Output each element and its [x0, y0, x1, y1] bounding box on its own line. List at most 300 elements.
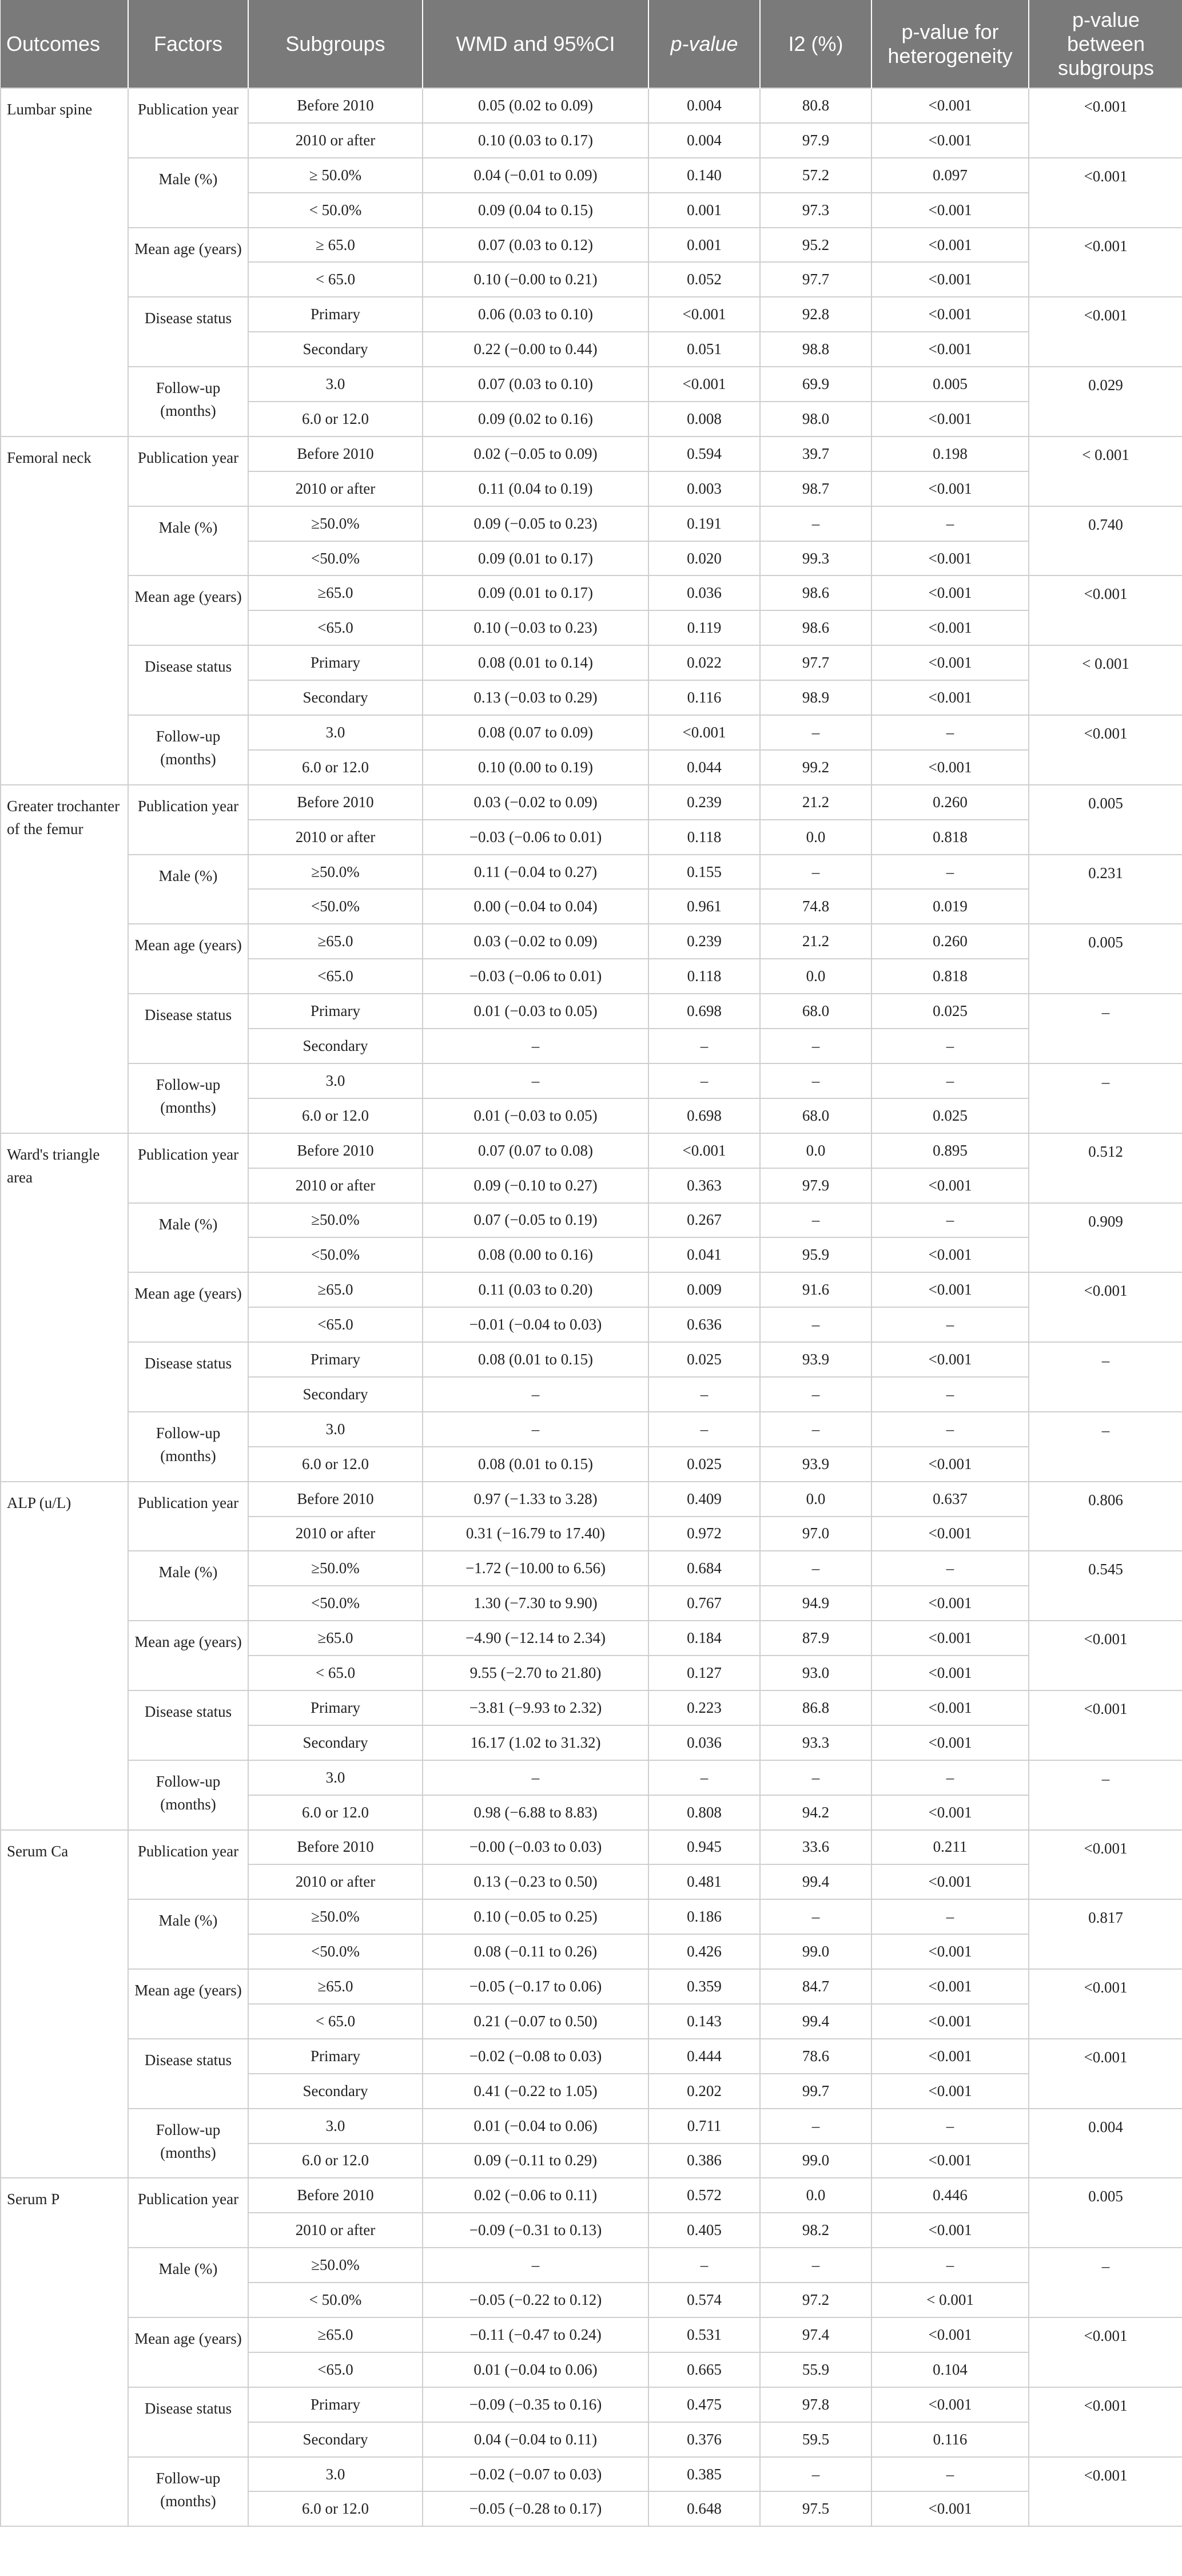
heterogeneity-cell: <0.001 — [871, 1795, 1029, 1830]
header-p-heterogeneity: p-value for heterogeneity — [871, 0, 1029, 88]
i2-cell: 0.0 — [760, 1482, 871, 1517]
header-p-value — [648, 0, 760, 88]
wmd-cell: 1.30 (−7.30 to 9.90) — [423, 1586, 648, 1621]
between-subgroups-cell: 0.004 — [1029, 2109, 1182, 2178]
heterogeneity-cell: <0.001 — [871, 88, 1029, 123]
subgroup-cell: 2010 or after — [248, 1517, 423, 1551]
between-subgroups-cell: <0.001 — [1029, 1621, 1182, 1690]
p-value-cell: 0.239 — [648, 924, 760, 959]
header-subgroups: Subgroups — [248, 0, 423, 88]
wmd-cell: 0.02 (−0.06 to 0.11) — [423, 2178, 648, 2213]
heterogeneity-cell: <0.001 — [871, 297, 1029, 332]
factor-cell: Follow-up (months) — [128, 715, 248, 785]
wmd-cell: 0.09 (−0.11 to 0.29) — [423, 2144, 648, 2178]
heterogeneity-cell: <0.001 — [871, 1447, 1029, 1482]
heterogeneity-cell: – — [871, 2457, 1029, 2492]
p-value-cell: 0.385 — [648, 2457, 760, 2492]
table-row — [1, 575, 1182, 610]
i2-cell: 97.9 — [760, 1168, 871, 1203]
subgroup-cell: 3.0 — [248, 1063, 423, 1098]
table-row — [1, 2387, 1182, 2422]
factor-cell: Male (%) — [128, 1551, 248, 1621]
heterogeneity-cell: <0.001 — [871, 1725, 1029, 1760]
i2-cell: 95.9 — [760, 1237, 871, 1272]
i2-cell: 92.8 — [760, 297, 871, 332]
factor-cell: Publication year — [128, 88, 248, 158]
i2-cell: 94.2 — [760, 1795, 871, 1830]
factor-cell: Publication year — [128, 436, 248, 506]
heterogeneity-cell: 0.818 — [871, 959, 1029, 994]
heterogeneity-cell: <0.001 — [871, 2144, 1029, 2178]
p-value-cell: 0.409 — [648, 1482, 760, 1517]
wmd-cell: 0.03 (−0.02 to 0.09) — [423, 924, 648, 959]
i2-cell: 39.7 — [760, 436, 871, 471]
subgroup-cell: 6.0 or 12.0 — [248, 2491, 423, 2526]
table-row — [1, 715, 1182, 750]
factor-cell: Male (%) — [128, 506, 248, 576]
heterogeneity-cell: <0.001 — [871, 332, 1029, 367]
subgroup-cell: Primary — [248, 1690, 423, 1725]
between-subgroups-cell: 0.005 — [1029, 2178, 1182, 2248]
wmd-cell: 0.08 (0.01 to 0.15) — [423, 1342, 648, 1377]
wmd-cell: – — [423, 1412, 648, 1447]
wmd-cell: 0.05 (0.02 to 0.09) — [423, 88, 648, 123]
heterogeneity-cell: <0.001 — [871, 1168, 1029, 1203]
heterogeneity-cell: <0.001 — [871, 1969, 1029, 2004]
heterogeneity-cell: <0.001 — [871, 2387, 1029, 2422]
header-outcomes: Outcomes — [1, 0, 128, 88]
heterogeneity-cell: <0.001 — [871, 1864, 1029, 1899]
i2-cell: 99.0 — [760, 2144, 871, 2178]
p-value-cell: 0.359 — [648, 1969, 760, 2004]
heterogeneity-cell: – — [871, 2109, 1029, 2144]
between-subgroups-cell: <0.001 — [1029, 2039, 1182, 2109]
heterogeneity-cell: <0.001 — [871, 2039, 1029, 2074]
subgroup-cell: ≥65.0 — [248, 1969, 423, 2004]
p-value-cell: 0.184 — [648, 1621, 760, 1656]
table-row — [1, 436, 1182, 471]
subgroup-cell: ≥65.0 — [248, 2317, 423, 2352]
factor-cell: Male (%) — [128, 1899, 248, 1969]
table-row — [1, 1830, 1182, 1865]
between-subgroups-cell: < 0.001 — [1029, 436, 1182, 506]
p-value-cell: 0.444 — [648, 2039, 760, 2074]
table-row — [1, 1063, 1182, 1098]
wmd-cell: 0.07 (0.07 to 0.08) — [423, 1133, 648, 1168]
subgroup-cell: ≥65.0 — [248, 1272, 423, 1307]
table-row — [1, 855, 1182, 890]
wmd-cell: −0.03 (−0.06 to 0.01) — [423, 820, 648, 855]
p-value-cell: 0.636 — [648, 1307, 760, 1342]
i2-cell: 86.8 — [760, 1690, 871, 1725]
heterogeneity-cell: – — [871, 1760, 1029, 1795]
p-value-cell: 0.118 — [648, 959, 760, 994]
p-value-cell: 0.665 — [648, 2352, 760, 2387]
i2-cell: – — [760, 506, 871, 541]
wmd-cell: −1.72 (−10.00 to 6.56) — [423, 1551, 648, 1586]
p-value-cell: 0.531 — [648, 2317, 760, 2352]
table-row — [1, 785, 1182, 820]
i2-cell: 98.9 — [760, 680, 871, 715]
table-row — [1, 1133, 1182, 1168]
i2-cell: – — [760, 1307, 871, 1342]
i2-cell: 97.7 — [760, 262, 871, 297]
outcome-cell: ALP (u/L) — [1, 1482, 128, 1830]
i2-cell: 55.9 — [760, 2352, 871, 2387]
subgroup-cell: Secondary — [248, 332, 423, 367]
subgroup-cell: 3.0 — [248, 1760, 423, 1795]
subgroup-cell: ≥ 50.0% — [248, 158, 423, 193]
p-value-cell: 0.036 — [648, 575, 760, 610]
subgroup-cell: ≥50.0% — [248, 1551, 423, 1586]
between-subgroups-cell: <0.001 — [1029, 2457, 1182, 2527]
i2-cell: – — [760, 1551, 871, 1586]
i2-cell: 69.9 — [760, 367, 871, 402]
i2-cell: 0.0 — [760, 959, 871, 994]
i2-cell: 91.6 — [760, 1272, 871, 1307]
heterogeneity-cell: <0.001 — [871, 228, 1029, 263]
outcome-cell: Serum P — [1, 2178, 128, 2526]
table-row — [1, 1621, 1182, 1656]
heterogeneity-cell: <0.001 — [871, 541, 1029, 576]
between-subgroups-cell: – — [1029, 1760, 1182, 1830]
wmd-cell: 0.08 (0.00 to 0.16) — [423, 1237, 648, 1272]
between-subgroups-cell: 0.512 — [1029, 1133, 1182, 1203]
p-value-cell: 0.376 — [648, 2422, 760, 2457]
wmd-cell: −0.02 (−0.08 to 0.03) — [423, 2039, 648, 2074]
p-value-cell: 0.022 — [648, 645, 760, 680]
table-row — [1, 2109, 1182, 2144]
p-value-cell: 0.025 — [648, 1342, 760, 1377]
subgroup-cell: ≥50.0% — [248, 2248, 423, 2283]
wmd-cell: 0.02 (−0.05 to 0.09) — [423, 436, 648, 471]
wmd-cell: 0.11 (−0.04 to 0.27) — [423, 855, 648, 890]
subgroup-cell: Before 2010 — [248, 88, 423, 123]
wmd-cell: −0.00 (−0.03 to 0.03) — [423, 1830, 648, 1865]
between-subgroups-cell: <0.001 — [1029, 715, 1182, 785]
wmd-cell: – — [423, 2248, 648, 2283]
heterogeneity-cell: 0.025 — [871, 994, 1029, 1029]
wmd-cell: 0.07 (0.03 to 0.10) — [423, 367, 648, 402]
between-subgroups-cell: – — [1029, 994, 1182, 1063]
subgroup-cell: 3.0 — [248, 367, 423, 402]
heterogeneity-cell: – — [871, 715, 1029, 750]
subgroup-cell: Primary — [248, 297, 423, 332]
factor-cell: Follow-up (months) — [128, 1760, 248, 1830]
i2-cell: – — [760, 1029, 871, 1063]
wmd-cell: 0.41 (−0.22 to 1.05) — [423, 2074, 648, 2109]
wmd-cell: 0.13 (−0.23 to 0.50) — [423, 1864, 648, 1899]
wmd-cell: 0.10 (−0.05 to 0.25) — [423, 1899, 648, 1934]
wmd-cell: 0.01 (−0.03 to 0.05) — [423, 1098, 648, 1133]
i2-cell: 97.3 — [760, 193, 871, 228]
heterogeneity-cell: 0.005 — [871, 367, 1029, 402]
subgroup-cell: 2010 or after — [248, 820, 423, 855]
wmd-cell: 0.10 (−0.00 to 0.21) — [423, 262, 648, 297]
subgroup-cell: ≥65.0 — [248, 575, 423, 610]
table-row — [1, 2248, 1182, 2283]
p-value-cell: – — [648, 2248, 760, 2283]
p-value-cell: 0.008 — [648, 402, 760, 436]
heterogeneity-cell: – — [871, 506, 1029, 541]
table-body — [1, 88, 1182, 2526]
factor-cell: Publication year — [128, 2178, 248, 2248]
i2-cell: 97.8 — [760, 2387, 871, 2422]
outcome-cell: Femoral neck — [1, 436, 128, 785]
heterogeneity-cell: <0.001 — [871, 1517, 1029, 1551]
p-value-cell: 0.202 — [648, 2074, 760, 2109]
subgroup-cell: 2010 or after — [248, 1864, 423, 1899]
heterogeneity-cell: 0.895 — [871, 1133, 1029, 1168]
table-row — [1, 506, 1182, 541]
p-value-cell: 0.051 — [648, 332, 760, 367]
heterogeneity-cell: <0.001 — [871, 2004, 1029, 2039]
factor-cell: Mean age (years) — [128, 575, 248, 645]
heterogeneity-cell: <0.001 — [871, 1621, 1029, 1656]
heterogeneity-cell: 0.198 — [871, 436, 1029, 471]
table-row — [1, 645, 1182, 680]
between-subgroups-cell: 0.806 — [1029, 1482, 1182, 1551]
wmd-cell: – — [423, 1029, 648, 1063]
wmd-cell: – — [423, 1377, 648, 1412]
i2-cell: 59.5 — [760, 2422, 871, 2457]
p-value-cell: 0.594 — [648, 436, 760, 471]
i2-cell: 21.2 — [760, 785, 871, 820]
heterogeneity-cell: – — [871, 1377, 1029, 1412]
wmd-cell: −0.05 (−0.17 to 0.06) — [423, 1969, 648, 2004]
heterogeneity-cell: <0.001 — [871, 262, 1029, 297]
subgroup-cell: 6.0 or 12.0 — [248, 402, 423, 436]
heterogeneity-cell: < 0.001 — [871, 2283, 1029, 2317]
p-value-cell: 0.044 — [648, 750, 760, 785]
table-row — [1, 1690, 1182, 1725]
p-value-cell: 0.711 — [648, 2109, 760, 2144]
subgroup-cell: Primary — [248, 2387, 423, 2422]
i2-cell: 97.0 — [760, 1517, 871, 1551]
i2-cell: – — [760, 1063, 871, 1098]
i2-cell: – — [760, 2457, 871, 2492]
subgroup-cell: 2010 or after — [248, 471, 423, 506]
wmd-cell: 0.31 (−16.79 to 17.40) — [423, 1517, 648, 1551]
subgroup-cell: <50.0% — [248, 541, 423, 576]
table-row — [1, 994, 1182, 1029]
heterogeneity-cell: – — [871, 1203, 1029, 1238]
i2-cell: 57.2 — [760, 158, 871, 193]
outcome-cell: Ward's triangle area — [1, 1133, 128, 1482]
subgroup-cell: ≥ 65.0 — [248, 228, 423, 263]
between-subgroups-cell: 0.817 — [1029, 1899, 1182, 1969]
i2-cell: – — [760, 1203, 871, 1238]
p-value-cell: – — [648, 1063, 760, 1098]
i2-cell: 97.2 — [760, 2283, 871, 2317]
factor-cell: Disease status — [128, 1342, 248, 1412]
wmd-cell: 0.03 (−0.02 to 0.09) — [423, 785, 648, 820]
table-row — [1, 2039, 1182, 2074]
factor-cell: Male (%) — [128, 158, 248, 228]
heterogeneity-cell: <0.001 — [871, 1690, 1029, 1725]
p-value-cell: 0.020 — [648, 541, 760, 576]
p-value-cell: 0.481 — [648, 1864, 760, 1899]
p-value-cell: 0.001 — [648, 193, 760, 228]
heterogeneity-cell: <0.001 — [871, 193, 1029, 228]
p-value-cell: 0.155 — [648, 855, 760, 890]
subgroup-cell: 3.0 — [248, 2109, 423, 2144]
i2-cell: 33.6 — [760, 1830, 871, 1865]
factor-cell: Publication year — [128, 1133, 248, 1203]
i2-cell: 0.0 — [760, 820, 871, 855]
between-subgroups-cell: 0.005 — [1029, 785, 1182, 855]
table-row — [1, 367, 1182, 402]
subgroup-cell: 2010 or after — [248, 2213, 423, 2248]
p-value-cell: 0.475 — [648, 2387, 760, 2422]
subgroup-cell: ≥50.0% — [248, 1203, 423, 1238]
p-value-cell: – — [648, 1029, 760, 1063]
i2-cell: – — [760, 2248, 871, 2283]
p-value-cell: 0.684 — [648, 1551, 760, 1586]
i2-cell: 97.4 — [760, 2317, 871, 2352]
wmd-cell: 0.07 (−0.05 to 0.19) — [423, 1203, 648, 1238]
i2-cell: 93.9 — [760, 1342, 871, 1377]
p-value-cell: 0.363 — [648, 1168, 760, 1203]
heterogeneity-cell: 0.116 — [871, 2422, 1029, 2457]
factor-cell: Mean age (years) — [128, 924, 248, 994]
heterogeneity-cell: <0.001 — [871, 471, 1029, 506]
outcome-cell: Serum Ca — [1, 1830, 128, 2178]
i2-cell: 97.9 — [760, 123, 871, 158]
i2-cell: 0.0 — [760, 2178, 871, 2213]
p-value-cell: 0.036 — [648, 1725, 760, 1760]
subgroup-cell: Primary — [248, 2039, 423, 2074]
factor-cell: Follow-up (months) — [128, 1063, 248, 1133]
wmd-cell: 0.08 (−0.11 to 0.26) — [423, 1934, 648, 1969]
between-subgroups-cell: – — [1029, 2248, 1182, 2317]
between-subgroups-cell: 0.909 — [1029, 1203, 1182, 1273]
p-value-cell: 0.118 — [648, 820, 760, 855]
outcome-cell: Lumbar spine — [1, 88, 128, 436]
i2-cell: 80.8 — [760, 88, 871, 123]
factor-cell: Mean age (years) — [128, 1969, 248, 2039]
between-subgroups-cell: <0.001 — [1029, 1830, 1182, 1900]
heterogeneity-cell: <0.001 — [871, 1342, 1029, 1377]
table-row — [1, 158, 1182, 193]
subgroup-cell: Secondary — [248, 2074, 423, 2109]
i2-cell: 84.7 — [760, 1969, 871, 2004]
i2-cell: 99.3 — [760, 541, 871, 576]
table-header — [1, 0, 1182, 88]
i2-cell: 68.0 — [760, 994, 871, 1029]
heterogeneity-cell: – — [871, 2248, 1029, 2283]
wmd-cell: 0.10 (0.00 to 0.19) — [423, 750, 648, 785]
table-row — [1, 228, 1182, 263]
subgroup-cell: < 50.0% — [248, 193, 423, 228]
subgroup-cell: Secondary — [248, 680, 423, 715]
p-value-cell: 0.961 — [648, 889, 760, 924]
table-row — [1, 924, 1182, 959]
between-subgroups-cell: – — [1029, 1412, 1182, 1482]
p-value-cell: 0.405 — [648, 2213, 760, 2248]
p-value-cell: 0.223 — [648, 1690, 760, 1725]
i2-cell: 97.5 — [760, 2491, 871, 2526]
factor-cell: Mean age (years) — [128, 228, 248, 297]
header-i2: I2 (%) — [760, 0, 871, 88]
table-row — [1, 1551, 1182, 1586]
factor-cell: Mean age (years) — [128, 2317, 248, 2387]
wmd-cell: 0.13 (−0.03 to 0.29) — [423, 680, 648, 715]
p-value-cell: <0.001 — [648, 297, 760, 332]
wmd-cell: −0.01 (−0.04 to 0.03) — [423, 1307, 648, 1342]
table-row — [1, 1969, 1182, 2004]
factor-cell: Male (%) — [128, 855, 248, 924]
factor-cell: Follow-up (months) — [128, 2457, 248, 2527]
i2-cell: 93.0 — [760, 1656, 871, 1690]
table-row — [1, 1760, 1182, 1795]
p-value-cell: 0.426 — [648, 1934, 760, 1969]
wmd-cell: 0.09 (0.04 to 0.15) — [423, 193, 648, 228]
heterogeneity-cell: <0.001 — [871, 575, 1029, 610]
wmd-cell: 0.11 (0.04 to 0.19) — [423, 471, 648, 506]
subgroup-cell: Before 2010 — [248, 1830, 423, 1865]
i2-cell: 93.3 — [760, 1725, 871, 1760]
i2-cell: – — [760, 855, 871, 890]
heterogeneity-cell: 0.097 — [871, 158, 1029, 193]
i2-cell: 21.2 — [760, 924, 871, 959]
header-p-value-text: p-value — [670, 31, 738, 55]
p-value-cell: 0.698 — [648, 1098, 760, 1133]
subgroup-cell: 2010 or after — [248, 1168, 423, 1203]
between-subgroups-cell: <0.001 — [1029, 2387, 1182, 2457]
subgroup-cell: Primary — [248, 645, 423, 680]
heterogeneity-cell: <0.001 — [871, 750, 1029, 785]
subgroup-cell: 6.0 or 12.0 — [248, 2144, 423, 2178]
p-value-cell: <0.001 — [648, 1133, 760, 1168]
between-subgroups-cell: <0.001 — [1029, 158, 1182, 228]
wmd-cell: −0.09 (−0.35 to 0.16) — [423, 2387, 648, 2422]
wmd-cell: 0.09 (0.01 to 0.17) — [423, 575, 648, 610]
between-subgroups-cell: <0.001 — [1029, 2317, 1182, 2387]
subgroup-cell: <65.0 — [248, 959, 423, 994]
subgroup-cell: 6.0 or 12.0 — [248, 1447, 423, 1482]
heterogeneity-cell: <0.001 — [871, 610, 1029, 645]
subgroup-cell: Secondary — [248, 1029, 423, 1063]
heterogeneity-cell: – — [871, 855, 1029, 890]
subgroup-cell: Before 2010 — [248, 785, 423, 820]
outcome-cell: Greater trochanter of the femur — [1, 785, 128, 1133]
between-subgroups-cell: – — [1029, 1063, 1182, 1133]
subgroup-cell: <50.0% — [248, 1934, 423, 1969]
between-subgroups-cell: 0.029 — [1029, 367, 1182, 436]
wmd-cell: 0.01 (−0.04 to 0.06) — [423, 2109, 648, 2144]
wmd-cell: −0.02 (−0.07 to 0.03) — [423, 2457, 648, 2492]
factor-cell: Disease status — [128, 1690, 248, 1760]
subgroup-cell: ≥65.0 — [248, 1621, 423, 1656]
p-value-cell: 0.808 — [648, 1795, 760, 1830]
i2-cell: – — [760, 1412, 871, 1447]
i2-cell: 99.7 — [760, 2074, 871, 2109]
between-subgroups-cell: <0.001 — [1029, 297, 1182, 367]
subgroup-cell: 6.0 or 12.0 — [248, 1795, 423, 1830]
between-subgroups-cell: < 0.001 — [1029, 645, 1182, 715]
subgroup-cell: 3.0 — [248, 2457, 423, 2492]
wmd-cell: −0.05 (−0.28 to 0.17) — [423, 2491, 648, 2526]
wmd-cell: −0.03 (−0.06 to 0.01) — [423, 959, 648, 994]
between-subgroups-cell: 0.545 — [1029, 1551, 1182, 1621]
i2-cell: 78.6 — [760, 2039, 871, 2074]
heterogeneity-cell: <0.001 — [871, 1656, 1029, 1690]
wmd-cell: 0.08 (0.01 to 0.15) — [423, 1447, 648, 1482]
heterogeneity-cell: 0.211 — [871, 1830, 1029, 1865]
i2-cell: 98.2 — [760, 2213, 871, 2248]
heterogeneity-cell: <0.001 — [871, 2213, 1029, 2248]
